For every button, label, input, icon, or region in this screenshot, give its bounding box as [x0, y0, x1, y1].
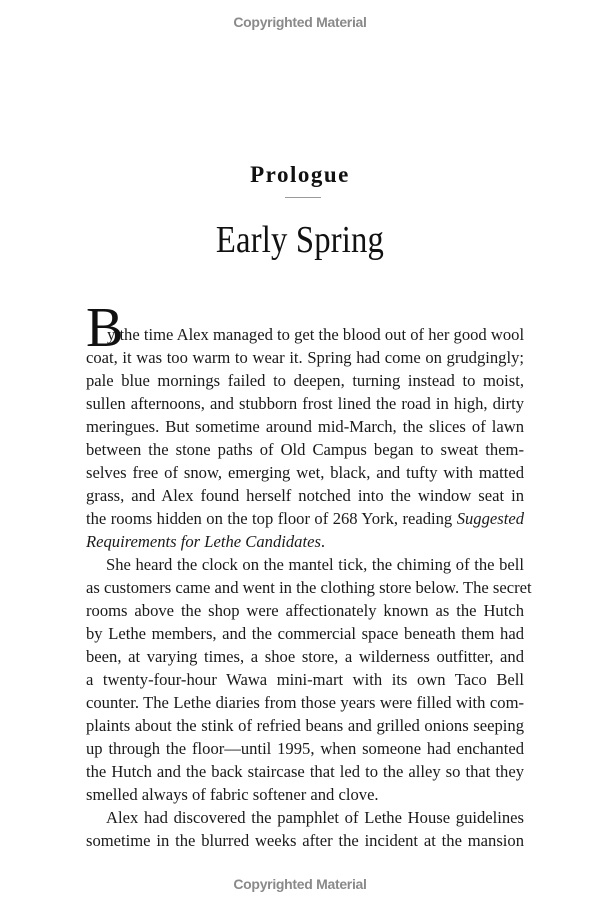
text-line: as customers came and went in the clothing store below. The secret [86, 578, 532, 597]
text-line [86, 509, 524, 529]
text-line [86, 532, 524, 552]
italic-title: Requirements for Lethe Candidates [86, 532, 321, 551]
text-line: y the time Alex managed to get the blood out of her good wool [107, 325, 525, 344]
copyright-watermark-bottom: Copyrighted Material [233, 876, 367, 892]
text-line: meringues. But sometime around mid-March, the slices of lawn [86, 417, 524, 436]
text-line: been, at varying times, a shoe store, a wilderness outfitter, and [86, 647, 524, 666]
text-line: between the stone paths of Old Campus began to sweat them- [86, 440, 524, 459]
text-line: sullen afternoons, and stubborn frost lined the road in high, dirty [86, 394, 524, 413]
text-line: the Hutch and the back staircase that led to the alley so that they [86, 762, 524, 781]
text-line: rooms above the shop were affectionately known as the Hutch [86, 601, 524, 620]
text-line: by Lethe members, and the commercial space beneath them had [86, 624, 524, 643]
text-line: sometime in the blurred weeks after the incident at the mansion [86, 831, 524, 850]
text-line: smelled always of fabric softener and clove. [86, 785, 379, 804]
italic-title: Suggested [456, 509, 524, 528]
text-line: She heard the clock on the mantel tick, the chiming of the bell [106, 555, 524, 574]
text-line: a twenty-four-hour Wawa mini-mart with its own Taco Bell [86, 670, 524, 689]
text-segment: the rooms hidden on the top floor of 268 York, reading [86, 509, 453, 528]
text-line: up through the floor—until 1995, when someone had enchanted [86, 739, 524, 758]
heading-divider [285, 197, 321, 198]
text-line: coat, it was too warm to wear it. Spring had come on grudgingly; [86, 348, 524, 367]
text-line: grass, and Alex found herself notched into the window seat in [86, 486, 524, 505]
chapter-title: Early Spring [215, 219, 385, 261]
text-segment: . [320, 532, 326, 551]
copyright-watermark-top: Copyrighted Material [233, 14, 367, 30]
section-label: Prologue [250, 162, 350, 187]
text-line: pale blue mornings failed to deepen, turning instead to moist, [86, 371, 524, 390]
text-line: plaints about the stink of refried beans and grilled onions seeping [86, 716, 524, 735]
text-line: Alex had discovered the pamphlet of Lethe House guidelines [106, 808, 524, 827]
text-line: counter. The Lethe diaries from those years were filled with com- [86, 693, 524, 712]
drop-cap: B [86, 297, 124, 359]
text-line: selves free of snow, emerging wet, black, and tufty with matted [86, 463, 524, 482]
